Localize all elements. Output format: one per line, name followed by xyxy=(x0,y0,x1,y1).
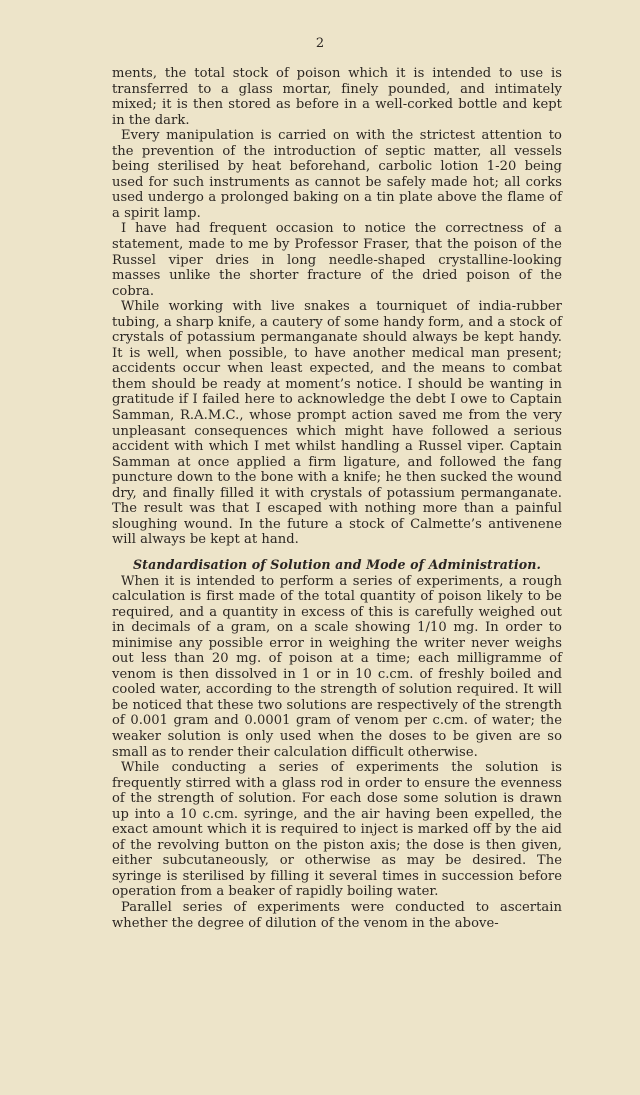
paragraph-calculation: When it is intended to perform a series of experiments, a rough calculation is first made of the total quantity of poison likely to be required, and a quantity in excess of this is carefully weighed out in decimals of a gram, on a scale showing 1/10 mg. In order to minimise any possible error in weighing the writer never weighs out less than 20 mg. of poison at a time; each milligramme of venom is then dissolved in 1 or in 10 c.cm. of freshly boiled and cooled water, according to the strength of solution required. It will be noticed that these two solutions are respectively of the strength of 0.001 gram and 0.0001 gram of venom per c.cm. of water; the weaker solution is only used when the doses to be given are so small as to render their calculation difficult otherwise. xyxy=(112,573,562,760)
paragraph-parallel-series: Parallel series of experiments were conducted to ascertain whether the degree of dilution of the venom in the above- xyxy=(112,899,562,931)
body-text xyxy=(112,66,562,931)
paragraph-live-snakes: While working with live snakes a tourniquet of india-rubber tubing, a sharp knife, a cautery of some handy form, and a stock of crystals of potassium permanganate should always be kept handy. It is well, when possible, to have another medical man present; accidents occur when least expected, and the means to combat them should be ready at moment’s notice. I should be wanting in gratitude if I failed here to acknowledge the debt I owe to Captain Samman, R.A.M.C., whose prompt action saved me from the very unpleasant consequences which might have followed a serious accident with which I met whilst handling a Russel viper. Captain Samman at once applied a firm ligature, and followed the fang puncture down to the bone with a knife; he then sucked the wound dry, and finally filled it with crystals of potassium permanganate. The result was that I escaped with nothing more than a painful sloughing wound. In the future a stock of Calmette’s antivenene will always be kept at hand. xyxy=(112,299,562,548)
page-number: 2 xyxy=(315,36,325,51)
paragraph-manipulation: Every manipulation is carried on with the strictest attention to the prevention of the introduction of septic matter, all vessels being sterilised by heat beforehand, carbolic lotion 1-20 being used for such instruments as cannot be safely made hot; all corks used undergo a prolonged baking on a tin plate above the flame of a spirit lamp. xyxy=(112,128,562,221)
paragraph-russel-viper-poison: I have had frequent occasion to notice the correctness of a statement, made to me by Professor Fraser, that the poison of the Russel viper dries in long needle-shaped crystalline-looking masses unlike the shorter fracture of the dried poison of the cobra. xyxy=(112,221,562,299)
paragraph-conducting-series: While conducting a series of experiments the solution is frequently stirred with a glass rod in order to ensure the evenness of the strength of solution. For each dose some solution is drawn up into a 10 c.cm. syringe, and the air having been expelled, the exact amount which it is required to inject is marked off by the aid of the revolving button on the piston axis; the dose is then given, either subcutaneously, or otherwise as may be desired. The syringe is sterilised by filling it several times in succession before operation from a beaker of rapidly boiling water. xyxy=(112,760,562,900)
section-heading: Standardisation of Solution and Mode of Administration. xyxy=(132,556,541,572)
paragraph-continuation: ments, the total stock of poison which it is intended to use is transferred to a glass mortar, finely pounded, and intimately mixed; it is then stored as before in a well-corked bottle and kept in the dark. xyxy=(112,66,562,128)
